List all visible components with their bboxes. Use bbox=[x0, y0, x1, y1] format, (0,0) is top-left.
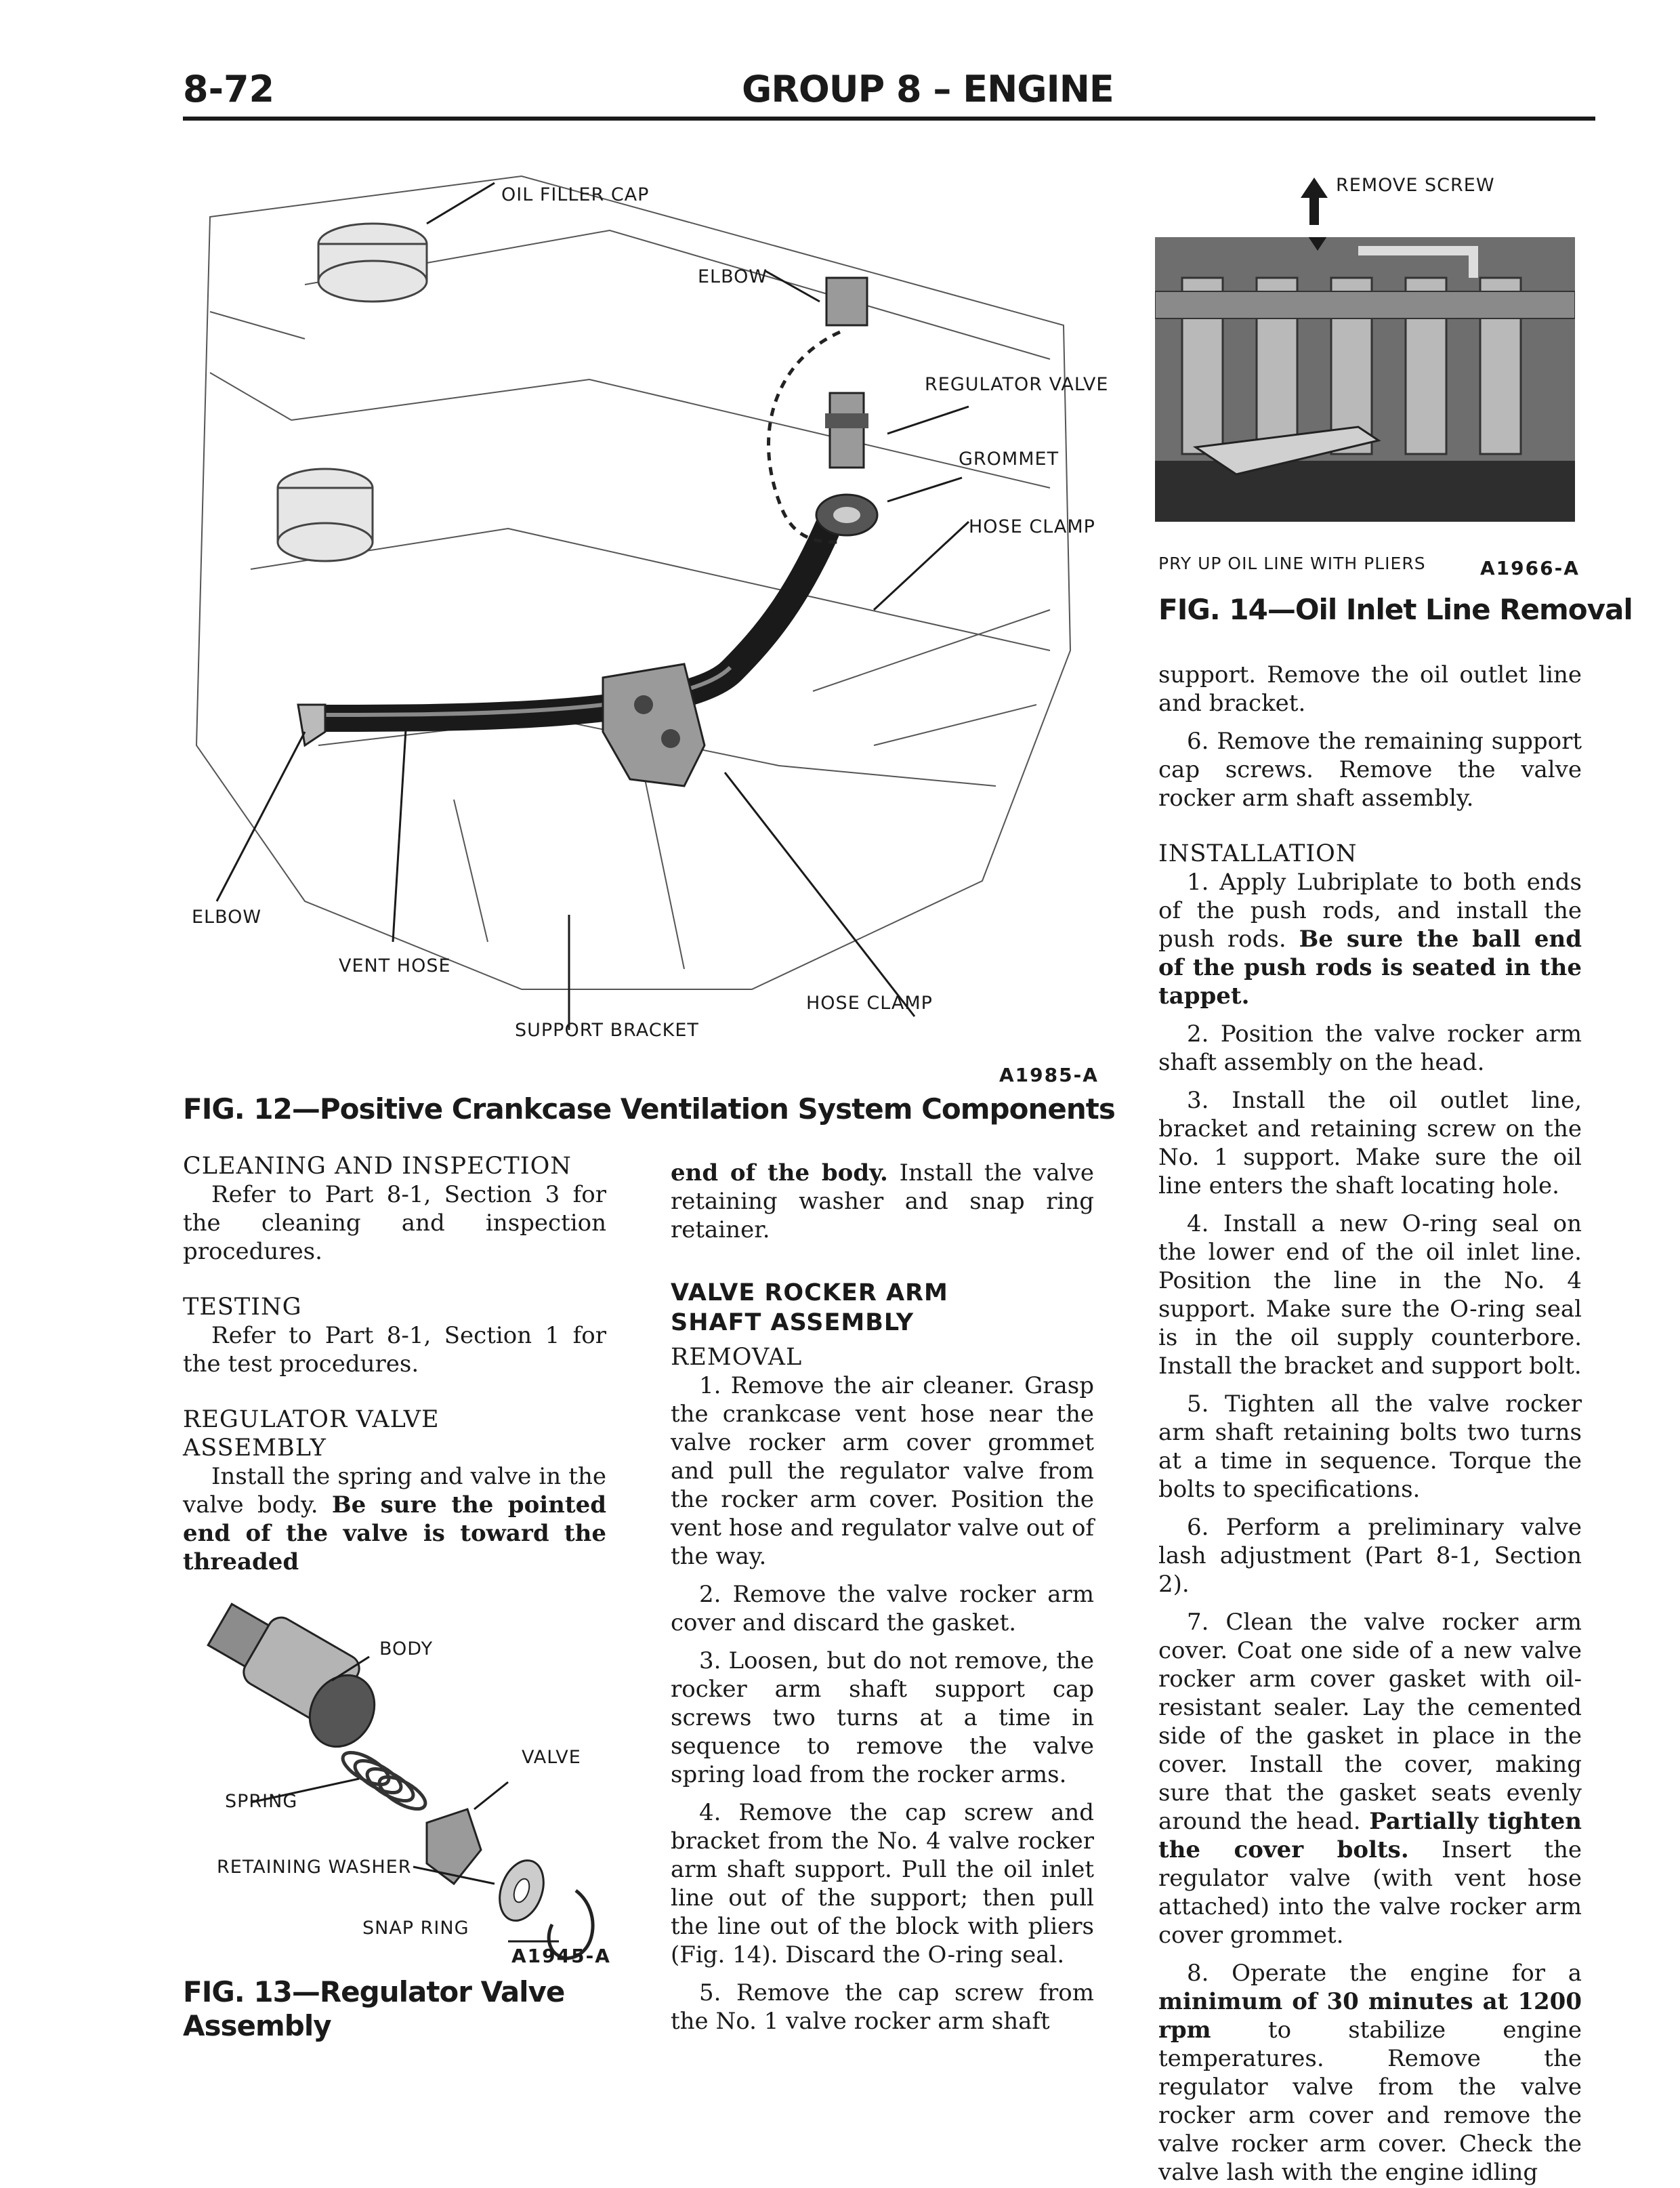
label-hose-clamp-top: HOSE CLAMP bbox=[969, 516, 1095, 537]
figure-caption-13-line2: Assembly bbox=[183, 2009, 331, 2042]
paragraph-testing: Refer to Part 8-1, Section 1 for the test procedures. bbox=[183, 1322, 606, 1378]
figure-code-14: A1966-A bbox=[1480, 557, 1580, 579]
paragraph-regulator-cont: end of the body. Install the valve retaining washer and snap ring retainer. bbox=[671, 1159, 1094, 1243]
label-hose-clamp-bottom: HOSE CLAMP bbox=[806, 993, 933, 1014]
label-oil-filler-cap: OIL FILLER CAP bbox=[501, 184, 650, 205]
up-arrow-icon bbox=[1301, 178, 1328, 225]
heading-valve-rocker-arm-1: VALVE ROCKER ARM bbox=[671, 1279, 948, 1306]
label-regulator-valve: REGULATOR VALVE bbox=[925, 374, 1109, 395]
heading-testing: TESTING bbox=[183, 1294, 302, 1321]
install-step-2: 2. Position the valve rocker arm shaft assembly on the head. bbox=[1158, 1020, 1582, 1076]
paragraph-regulator: Install the spring and valve in the valve body. Be sure the pointed end of the valve is toward the threaded bbox=[183, 1463, 606, 1575]
column-3 bbox=[1158, 661, 1582, 2187]
heading-installation: INSTALLATION bbox=[1158, 840, 1358, 867]
install-step-8: 8. Operate the engine for a minimum of 30 minutes at 1200 rpm to stabilize engine temperatures. Remove the regulator valve from the valve rocker arm cover and remove the valve rocker arm cover. Check the valve lash with the engine idling bbox=[1158, 1960, 1582, 2186]
removal-step-2: 2. Remove the valve rocker arm cover and discard the gasket. bbox=[671, 1581, 1094, 1636]
heading-cleaning-inspection: CLEANING AND INSPECTION bbox=[183, 1153, 572, 1180]
oil-inlet-line-photo bbox=[1155, 237, 1575, 556]
header-rule bbox=[183, 117, 1595, 121]
heading-regulator-valve-1: REGULATOR VALVE bbox=[183, 1406, 440, 1433]
column-2 bbox=[671, 1159, 1094, 2036]
figure-code-12: A1985-A bbox=[999, 1064, 1099, 1086]
figure-caption-12: FIG. 12—Positive Crankcase Ventilation System Components bbox=[183, 1092, 1115, 1126]
label-vent-hose: VENT HOSE bbox=[339, 955, 451, 976]
label-elbow-top: ELBOW bbox=[698, 266, 768, 287]
column-1 bbox=[183, 1152, 606, 1576]
heading-valve-rocker-arm-2: SHAFT ASSEMBLY bbox=[671, 1309, 915, 1336]
label-body: BODY bbox=[379, 1638, 434, 1659]
removal-step-4: 4. Remove the cap screw and bracket from the No. 4 valve rocker arm shaft support. Pull the oil inlet line out of the support; then pull the line out of the block with pliers (Fig. 14). Discard the O-ring seal. bbox=[671, 1799, 1094, 1968]
install-step-7: 7. Clean the valve rocker arm cover. Coat one side of a new valve rocker arm cover gasket with oil-resistant sealer. Lay the cemented side of the gasket in place in the cover. Install the cover, making sure that the gasket seats evenly around the head. Partially tighten the cover bolts. Insert the regulator valve (with vent hose attached) into the valve rocker arm cover grommet. bbox=[1158, 1609, 1582, 1949]
label-grommet: GROMMET bbox=[959, 449, 1059, 470]
page-title: GROUP 8 – ENGINE bbox=[742, 68, 1114, 110]
figure-caption-13-line1: FIG. 13—Regulator Valve bbox=[183, 1975, 565, 2008]
removal-step-6: 6. Remove the remaining support cap screws. Remove the valve rocker arm shaft assembly. bbox=[1158, 728, 1582, 812]
label-elbow-left: ELBOW bbox=[192, 907, 262, 928]
install-step-3: 3. Install the oil outlet line, bracket and retaining screw on the No. 1 support. Make sure the oil line enters the shaft locating hole. bbox=[1158, 1087, 1582, 1199]
label-support-bracket: SUPPORT BRACKET bbox=[515, 1020, 699, 1041]
removal-step-5: 5. Remove the cap screw from the No. 1 valve rocker arm shaft bbox=[671, 1979, 1095, 2035]
label-spring: SPRING bbox=[225, 1791, 298, 1812]
label-valve: VALVE bbox=[522, 1747, 581, 1768]
heading-removal: REMOVAL bbox=[671, 1344, 803, 1371]
figure-code-13: A1945-A bbox=[511, 1945, 611, 1967]
label-retaining-washer: RETAINING WASHER bbox=[217, 1857, 412, 1878]
install-step-5: 5. Tighten all the valve rocker arm shaft retaining bolts two turns at a time in sequence. Torque the bolts to specifications. bbox=[1158, 1390, 1582, 1503]
paragraph-cleaning: Refer to Part 8-1, Section 3 for the cleaning and inspection procedures. bbox=[183, 1181, 606, 1265]
removal-step-1: 1. Remove the air cleaner. Grasp the crankcase vent hose near the valve rocker arm cover grommet and pull the regulator valve from the rocker arm cover. Position the vent hose and regulator valve out of the way. bbox=[671, 1372, 1094, 1570]
install-step-6: 6. Perform a preliminary valve lash adjustment (Part 8-1, Section 2). bbox=[1158, 1514, 1582, 1598]
install-step-1: 1. Apply Lubriplate to both ends of the push rods, and install the push rods. Be sure the ball end of the push rods is seated in the tappet. bbox=[1158, 869, 1582, 1010]
figure-caption-14: FIG. 14—Oil Inlet Line Removal bbox=[1158, 593, 1633, 626]
paragraph-step5-cont: support. Remove the oil outlet line and bracket. bbox=[1158, 661, 1582, 717]
pcv-system-illustration bbox=[169, 136, 1118, 1044]
removal-step-3: 3. Loosen, but do not remove, the rocker arm shaft support cap screws two turns at a time in sequence to remove the valve spring load from the rocker arms. bbox=[671, 1647, 1094, 1788]
page-number: 8-72 bbox=[183, 68, 275, 110]
heading-regulator-valve-2: ASSEMBLY bbox=[183, 1434, 327, 1462]
label-remove-screw: REMOVE SCREW bbox=[1336, 175, 1495, 196]
install-step-4: 4. Install a new O-ring seal on the lower end of the oil inlet line. Position the line in the No. 4 support. Make sure the O-ring seal is in the oil supply counterbore. Install the bracket and support bolt. bbox=[1158, 1210, 1582, 1380]
label-pry-up-oil-line: PRY UP OIL LINE WITH PLIERS bbox=[1158, 554, 1426, 573]
label-snap-ring: SNAP RING bbox=[362, 1918, 469, 1939]
